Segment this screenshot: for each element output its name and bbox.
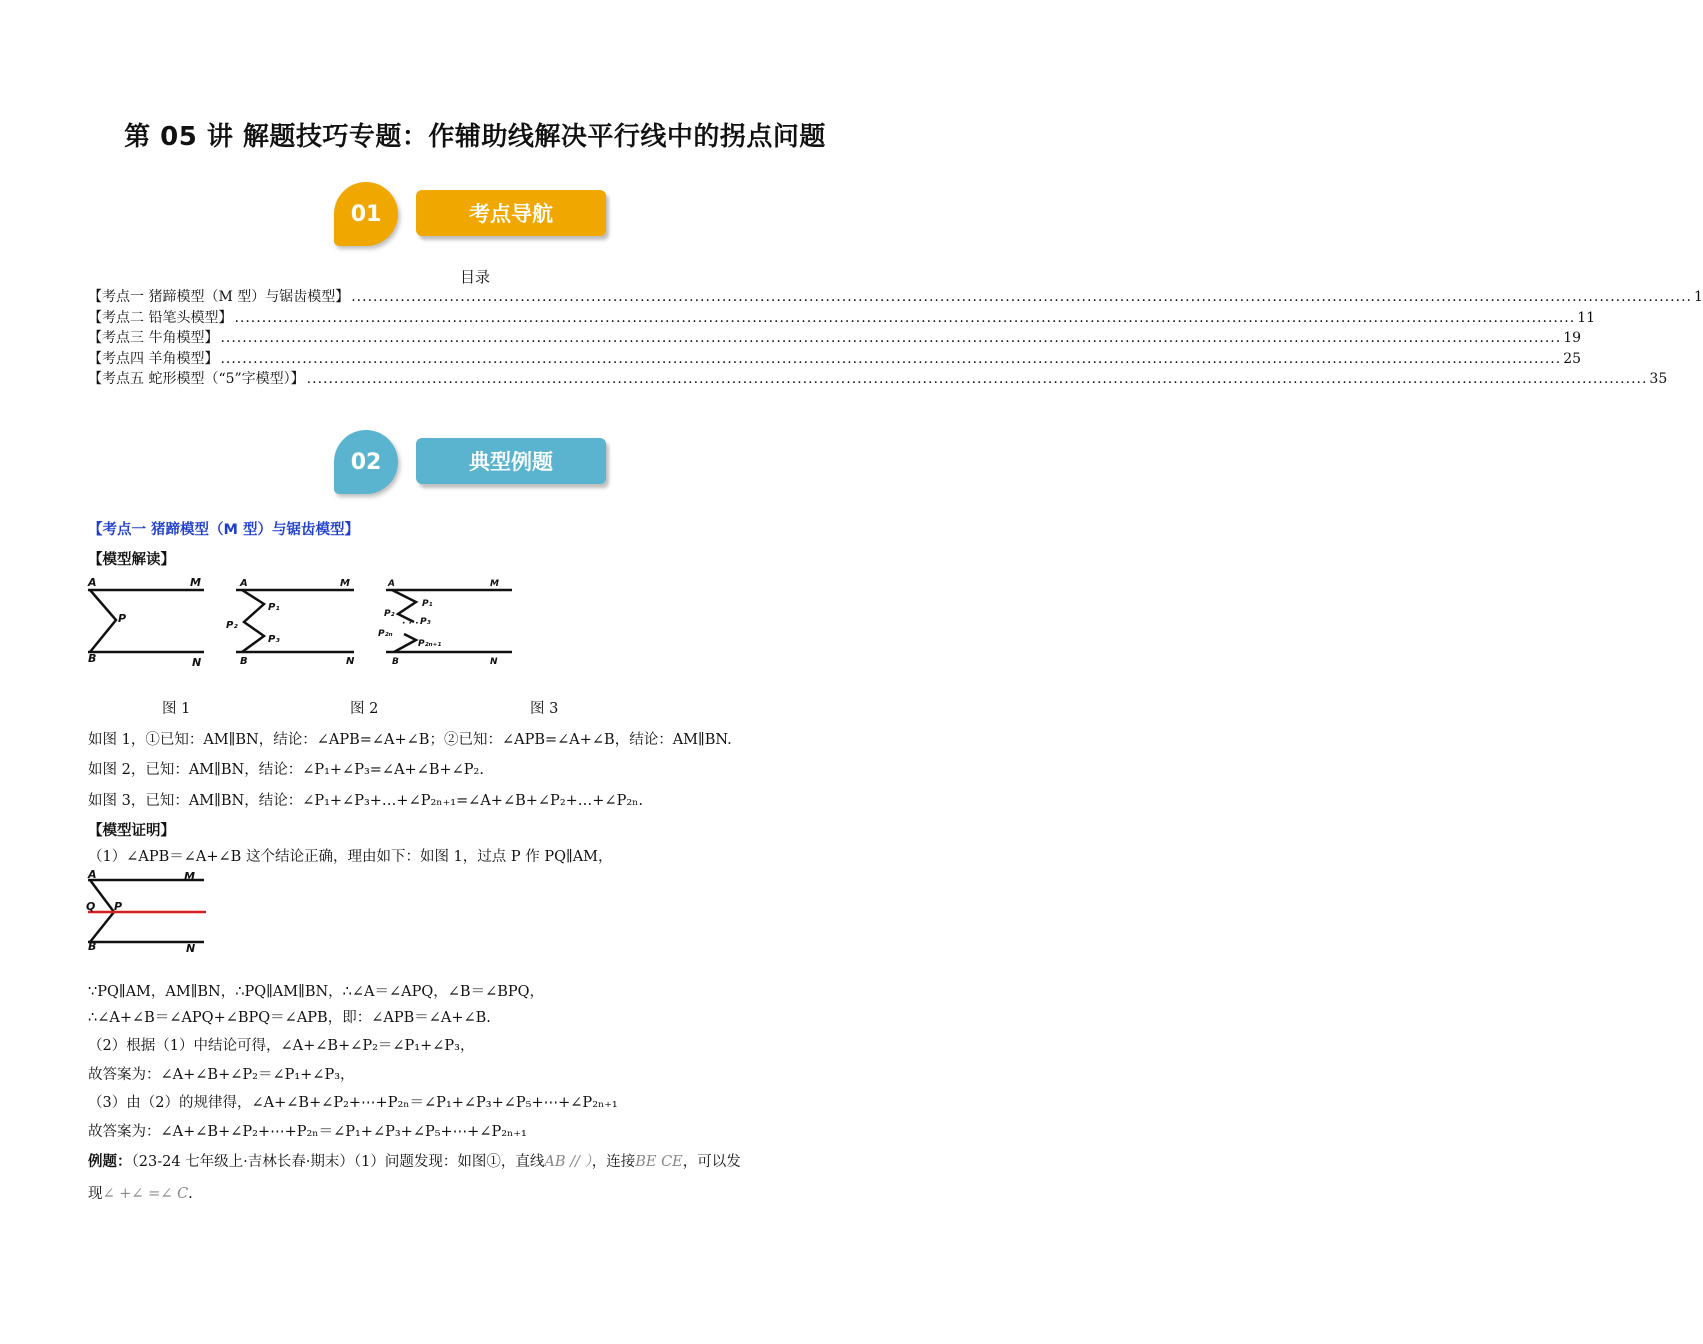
toc-entry[interactable]: 【考点一 猪蹄模型（M 型）与锯齿模型】 ...................................................................................................................................................................................................................................................... 1	[88, 289, 1703, 305]
figure-1	[88, 590, 204, 652]
proof-line-5: 故答案为：∠A+∠B+∠P₂＝∠P₁+∠P₃，	[88, 1067, 355, 1083]
formula-fragment: AB // ）	[544, 1154, 592, 1170]
label-M: M	[190, 576, 201, 589]
proof-line-3: ∴∠A+∠B＝∠APQ+∠BPQ＝∠APB，即：∠APB＝∠A+∠B.	[88, 1010, 491, 1026]
label-P3: P₃	[268, 634, 280, 645]
proof-heading: 【模型证明】	[88, 823, 175, 839]
page-title: 第 05 讲 解题技巧专题：作辅助线解决平行线中的拐点问题	[124, 122, 826, 152]
example-line-2: 现∠ +∠ =∠ C.	[88, 1186, 193, 1202]
dots: · · ·	[402, 619, 419, 629]
table-of-contents	[88, 286, 1703, 389]
caption-figure-3: 图 3	[530, 701, 559, 717]
conclusion-figure-2: 如图 2，已知：AM∥BN，结论：∠P₁+∠P₃=∠A+∠B+∠P₂.	[88, 762, 484, 778]
label-N: N	[192, 656, 202, 669]
figure-2	[236, 590, 354, 652]
label-P1: P₁	[268, 602, 280, 613]
label-B: B	[88, 652, 97, 665]
label-P1: P₁	[422, 599, 433, 609]
proof-line-2: ∵PQ∥AM，AM∥BN，∴PQ∥AM∥BN，∴∠A＝∠APQ，∠B＝∠BPQ，	[88, 984, 545, 1000]
badge-label: 典型例题	[416, 438, 606, 484]
formula-fragment: ∠ +∠ =∠ C	[102, 1186, 189, 1202]
toc-heading: 目录	[459, 268, 490, 286]
label-P: P	[114, 900, 123, 913]
label-M: M	[184, 870, 195, 883]
label-A: A	[88, 868, 97, 881]
model-read-heading: 【模型解读】	[88, 552, 175, 568]
example-line-1: 例题：（23-24 七年级上·吉林长春·期末）（1）问题发现：如图①，直线AB // ），连接BE CE，可以发	[88, 1154, 741, 1170]
label-M: M	[340, 578, 350, 589]
badge-kaodian-daohang	[334, 182, 614, 246]
proof-figure	[86, 870, 210, 956]
toc-entry[interactable]: 【考点三 牛角模型】 ...................................................................................................................................................................................................................................................... 19	[88, 330, 1582, 346]
label-P2: P₂	[226, 620, 238, 631]
label-B: B	[240, 656, 248, 667]
label-A: A	[88, 576, 97, 589]
label-P2n1: P₂ₙ₊₁	[418, 639, 442, 649]
badge-number: 02	[334, 430, 398, 494]
proof-line-1: （1）∠APB＝∠A+∠B 这个结论正确，理由如下：如图 1，过点 P 作 PQ∥AM，	[88, 849, 613, 865]
label-Q: Q	[86, 900, 96, 913]
label-M: M	[490, 579, 499, 589]
badge-label: 考点导航	[416, 190, 606, 236]
label-B: B	[392, 657, 399, 667]
label-A: A	[240, 578, 248, 589]
caption-figure-1: 图 1	[162, 701, 191, 717]
proof-line-7: 故答案为：∠A+∠B+∠P₂+⋯+P₂ₙ＝∠P₁+∠P₃+∠P₅+⋯+∠P₂ₙ₊₁	[88, 1124, 527, 1140]
label-P3: P₃	[420, 617, 431, 627]
badge-number: 01	[334, 182, 398, 246]
toc-entry[interactable]: 【考点四 羊角模型】 ...................................................................................................................................................................................................................................................... 25	[88, 350, 1582, 367]
badge-dianxing-liti	[334, 430, 614, 494]
label-N: N	[490, 657, 498, 667]
label-N: N	[186, 942, 196, 955]
toc-entry[interactable]: 【考点五 蛇形模型（“5”字模型）】 ...................................................................................................................................................................................................................................................... 35	[88, 371, 1668, 387]
caption-figure-2: 图 2	[350, 701, 379, 717]
model-figures	[86, 574, 516, 674]
label-P: P	[118, 612, 127, 625]
conclusion-figure-3: 如图 3，已知：AM∥BN，结论：∠P₁+∠P₃+…+∠P₂ₙ₊₁=∠A+∠B+∠P₂+…+∠P₂ₙ.	[88, 793, 644, 809]
label-B: B	[88, 940, 97, 953]
conclusion-figure-1: 如图 1，①已知：AM∥BN，结论：∠APB=∠A+∠B；②已知：∠APB=∠A+∠B，结论：AM∥BN.	[88, 732, 732, 748]
label-P2n: P₂ₙ	[378, 629, 393, 639]
label-N: N	[346, 656, 355, 667]
formula-fragment: BE CE	[635, 1154, 683, 1170]
toc-entry[interactable]: 【考点二 铅笔头模型】 ...................................................................................................................................................................................................................................................... 11	[88, 309, 1596, 326]
proof-line-4: （2）根据（1）中结论可得，∠A+∠B+∠P₂＝∠P₁+∠P₃，	[88, 1038, 475, 1054]
proof-line-6: （3）由（2）的规律得，∠A+∠B+∠P₂+⋯+P₂ₙ＝∠P₁+∠P₃+∠P₅+⋯+∠P₂ₙ₊₁	[88, 1095, 618, 1111]
example-label: 例题：	[88, 1154, 132, 1170]
label-A: A	[388, 579, 395, 589]
label-P2: P₂	[384, 609, 395, 619]
section-title: 【考点一 猪蹄模型（M 型）与锯齿模型】	[88, 522, 360, 538]
